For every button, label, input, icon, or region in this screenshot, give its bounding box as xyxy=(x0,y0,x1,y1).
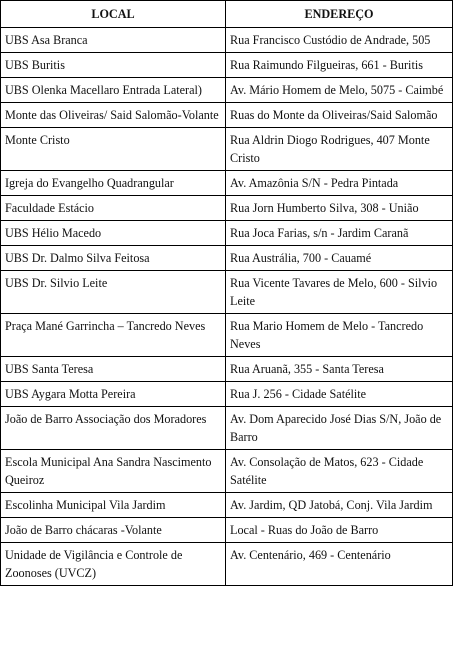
cell-local: UBS Dr. Dalmo Silva Feitosa xyxy=(1,246,226,271)
table-row xyxy=(1,543,453,586)
table-row xyxy=(1,271,453,314)
cell-endereco: Rua Aruanã, 355 - Santa Teresa xyxy=(226,357,453,382)
cell-local: Praça Mané Garrincha – Tancredo Neves xyxy=(1,314,226,357)
cell-endereco: Av. Mário Homem de Melo, 5075 - Caimbé xyxy=(226,78,453,103)
cell-local: João de Barro chácaras -Volante xyxy=(1,518,226,543)
cell-local: Monte das Oliveiras/ Said Salomão-Volante xyxy=(1,103,226,128)
cell-local: UBS Asa Branca xyxy=(1,28,226,53)
header-endereco: ENDEREÇO xyxy=(226,1,453,28)
cell-endereco: Rua Aldrin Diogo Rodrigues, 407 Monte Cristo xyxy=(226,128,453,171)
cell-endereco: Ruas do Monte da Oliveiras/Said Salomão xyxy=(226,103,453,128)
cell-endereco: Av. Dom Aparecido José Dias S/N, João de Barro xyxy=(226,407,453,450)
table-row xyxy=(1,357,453,382)
table-row xyxy=(1,314,453,357)
table-row xyxy=(1,128,453,171)
table-body xyxy=(1,28,453,586)
cell-local: João de Barro Associação dos Moradores xyxy=(1,407,226,450)
table-row xyxy=(1,382,453,407)
table-row xyxy=(1,493,453,518)
cell-local: UBS Aygara Motta Pereira xyxy=(1,382,226,407)
cell-endereco: Rua Raimundo Filgueiras, 661 - Buritis xyxy=(226,53,453,78)
table-row xyxy=(1,171,453,196)
table-row xyxy=(1,53,453,78)
cell-endereco: Rua Francisco Custódio de Andrade, 505 xyxy=(226,28,453,53)
cell-endereco: Local - Ruas do João de Barro xyxy=(226,518,453,543)
cell-local: Escola Municipal Ana Sandra Nascimento Queiroz xyxy=(1,450,226,493)
cell-local: Unidade de Vigilância e Controle de Zoonoses (UVCZ) xyxy=(1,543,226,586)
cell-endereco: Rua Vicente Tavares de Melo, 600 - Silvio Leite xyxy=(226,271,453,314)
cell-local: UBS Buritis xyxy=(1,53,226,78)
header-row xyxy=(1,1,453,28)
table-row xyxy=(1,246,453,271)
cell-endereco: Rua J. 256 - Cidade Satélite xyxy=(226,382,453,407)
cell-endereco: Av. Consolação de Matos, 623 - Cidade Satélite xyxy=(226,450,453,493)
cell-endereco: Av. Centenário, 469 - Centenário xyxy=(226,543,453,586)
header-local: LOCAL xyxy=(1,1,226,28)
cell-local: Faculdade Estácio xyxy=(1,196,226,221)
table-row xyxy=(1,407,453,450)
table-row xyxy=(1,221,453,246)
cell-endereco: Rua Mario Homem de Melo - Tancredo Neves xyxy=(226,314,453,357)
cell-local: UBS Dr. Silvio Leite xyxy=(1,271,226,314)
cell-local: UBS Santa Teresa xyxy=(1,357,226,382)
cell-local: Escolinha Municipal Vila Jardim xyxy=(1,493,226,518)
cell-local: Monte Cristo xyxy=(1,128,226,171)
table-row xyxy=(1,518,453,543)
cell-endereco: Rua Jorn Humberto Silva, 308 - União xyxy=(226,196,453,221)
cell-endereco: Rua Austrália, 700 - Cauamé xyxy=(226,246,453,271)
table-row xyxy=(1,450,453,493)
cell-endereco: Av. Jardim, QD Jatobá, Conj. Vila Jardim xyxy=(226,493,453,518)
cell-local: UBS Hélio Macedo xyxy=(1,221,226,246)
cell-local: Igreja do Evangelho Quadrangular xyxy=(1,171,226,196)
table-row xyxy=(1,196,453,221)
cell-local: UBS Olenka Macellaro Entrada Lateral) xyxy=(1,78,226,103)
table-row xyxy=(1,78,453,103)
table-row xyxy=(1,28,453,53)
table-row xyxy=(1,103,453,128)
cell-endereco: Rua Joca Farias, s/n - Jardim Caranã xyxy=(226,221,453,246)
cell-endereco: Av. Amazônia S/N - Pedra Pintada xyxy=(226,171,453,196)
